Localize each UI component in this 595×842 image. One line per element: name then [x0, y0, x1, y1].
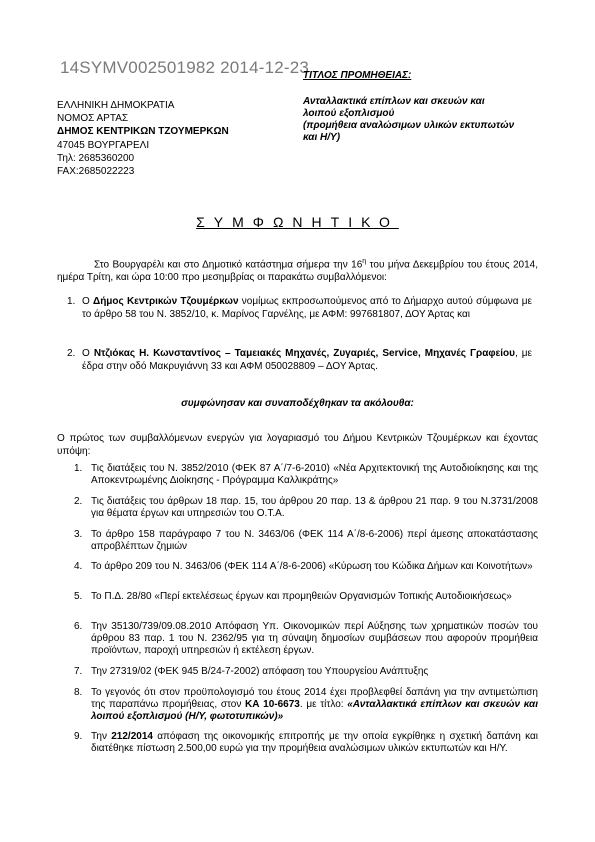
item-text: Το Π.Δ. 28/80 «Περί εκτελέσεως έργων και προμηθειών Οργανισμών Τοπικής Αυτοδιοικήσεως» [91, 591, 512, 602]
intro-text-continued: του μήνα Δεκεμβρίου του έτους 2014, ημέρα Τρίτη, και ώρα 10:00 προ μεσημβρίας οι παρακάτω συμβαλλόμενοι: [57, 259, 538, 284]
procurement-title: ΤΙΤΛΟΣ ΠΡΟΜΗΘΕΙΑΣ: [303, 70, 412, 81]
header-phone: Τηλ: 2685360200 [57, 153, 135, 164]
item-number: 9. [74, 731, 83, 742]
party-number: 2. [67, 348, 76, 359]
item-number: 6. [74, 621, 83, 632]
item-number: 8. [74, 687, 83, 698]
item-text-part: απόφαση της οικονομικής επιτροπής με την οποία εγκρίθηκε η σχετική δαπάνη και διατέθηκε πίστωση 2.500,00 ευρώ για την προμήθεια αναλώσιμων υλικών εκτυπωτών και Η/Υ. [91, 731, 539, 754]
intro-paragraph [57, 255, 538, 284]
item-number: 7. [74, 666, 83, 677]
party-name: Ντζιόκας Η. Κωνσταντίνος – Ταμειακές Μηχανές, Ζυγαριές, Service, Μηχανές Γραφείου [93, 348, 515, 359]
header-prefecture: ΝΟΜΟΣ ΑΡΤΑΣ [57, 113, 129, 124]
considering-paragraph: Ο πρώτος των συμβαλλόμενων ενεργών για λογαριασμό του Δήμου Κεντρικών Τζουμέρκων και έχοντας υπόψη: [57, 433, 538, 457]
header-country: ΕΛΛΗΝΙΚΗ ΔΗΜΟΚΡΑΤΙΑ [57, 100, 175, 111]
decision-number: 212/2014 [111, 731, 153, 742]
party-prefix: Ο [82, 348, 94, 359]
item-text: Την 35130/739/09.08.2010 Απόφαση Υπ. Οικονομικών περί Αύξησης των χρηματικών ποσών του άρθρου 83 παρ. 1 του Ν. 2362/95 για τη σύναψη δημοσίων συμβάσεων που αφορούν προμήθεια προϊόντων, παροχή υπηρεσιών ή εκτέλεση έργων. [91, 621, 538, 656]
item-text-part: . με τίτλο: [299, 699, 348, 710]
item-number: 5. [74, 591, 83, 602]
document-title-text: ΣΥΜΦΩΝΗΤΙΚΟ [196, 214, 399, 230]
budget-title: «Ανταλλακτικά επίπλων και σκευών και λοιπού εξοπλισμού (Η/Υ, φωτοτυπικών)» [91, 699, 539, 722]
item-text: Τις διατάξεις του άρθρων 18 παρ. 15, του άρθρου 20 παρ. 13 & άρθρου 21 παρ. 9 του Ν.3731/2008 για θέματα έργων και υπηρεσιών του Ο.Τ.Α. [91, 496, 538, 519]
agreement-heading: συμφώνησαν και συναποδέχθηκαν τα ακόλουθα: [181, 398, 414, 409]
item-text-part: Το γεγονός ότι στον προϋπολογισμό του έτους 2014 έχει προβλεφθεί δαπάνη για την αντιμετώπιση της παραπάνω προμήθειας, στον [91, 687, 538, 710]
item-text: Τις διατάξεις του Ν. 3852/2010 (ΦΕΚ 87 Α΄/7-6-2010) «Νέα Αρχιτεκτονική της Αυτοδιοίκησης και της Αποκεντρωμένης Διοίκησης - Πρόγραμμα Καλλικράτης» [91, 463, 538, 486]
document-title [0, 214, 595, 230]
party-text [82, 295, 532, 321]
procurement-description [303, 96, 548, 144]
header-fax: FAX:2685022223 [57, 166, 135, 177]
party-details: , με έδρα στην οδό Μακρυγιάννη 33 και ΑΦΜ 050028809 – ΔΟΥ Άρτας. [82, 348, 533, 372]
item-text: Το άρθρο 209 του Ν. 3463/06 (ΦΕΚ 114 Α΄/8-6-2006) «Κύρωση του Κώδικα Δήμων και Κοινοτήτων» [91, 561, 533, 572]
procurement-line: και Η/Υ) [303, 132, 341, 143]
item-number: 3. [74, 529, 83, 540]
procurement-line: (προμήθεια αναλώσιμων υλικών εκτυπωτών [303, 120, 515, 131]
procurement-line: λοιπού εξοπλισμού [303, 108, 395, 119]
party-name: Δήμος Κεντρικών Τζουμέρκων [93, 296, 239, 307]
item-number: 1. [74, 463, 83, 474]
item-text: Την 27319/02 (ΦΕΚ 945 Β/24-7-2002) απόφαση του Υπουργείου Ανάπτυξης [91, 666, 429, 677]
party-text [82, 347, 532, 373]
header-address: 47045 ΒΟΥΡΓΑΡΕΛΙ [57, 140, 150, 151]
party-prefix: Ο [82, 296, 94, 307]
item-text-part: Την [91, 731, 112, 742]
item-text: Το άρθρο 158 παράγραφο 7 του Ν. 3463/06 (ΦΕΚ 114 Α΄/8-6-2006) περί άμεσης αποκατάστασης απροβλέπτων ζημιών [91, 529, 538, 552]
party-number: 1. [67, 296, 76, 307]
intro-superscript: η [362, 258, 367, 265]
party-details: νομίμως εκπροσωπούμενος από το Δήμαρχο αυτού σύμφωνα με το άρθρο 58 του Ν. 3852/10, κ. Μαρίνος Γαρνέλης, με ΑΦΜ: 997681807, ΔΟΥ Άρτας και [82, 296, 533, 320]
procurement-line: Ανταλλακτικά επίπλων και σκευών και [303, 96, 485, 107]
item-text [91, 731, 538, 755]
header-municipality: ΔΗΜΟΣ ΚΕΝΤΡΙΚΩΝ ΤΖΟΥΜΕΡΚΩΝ [57, 126, 229, 137]
item-text [91, 687, 538, 723]
budget-code: ΚΑ 10-6673 [245, 699, 300, 710]
item-number: 4. [74, 561, 83, 572]
item-number: 2. [74, 496, 83, 507]
intro-text: Στο Βουργαρέλι και στο Δημοτικό κατάστημα σήμερα την 16 [94, 259, 363, 271]
document-id-watermark: 14SYMV002501982 2014-12-23 [60, 58, 310, 77]
